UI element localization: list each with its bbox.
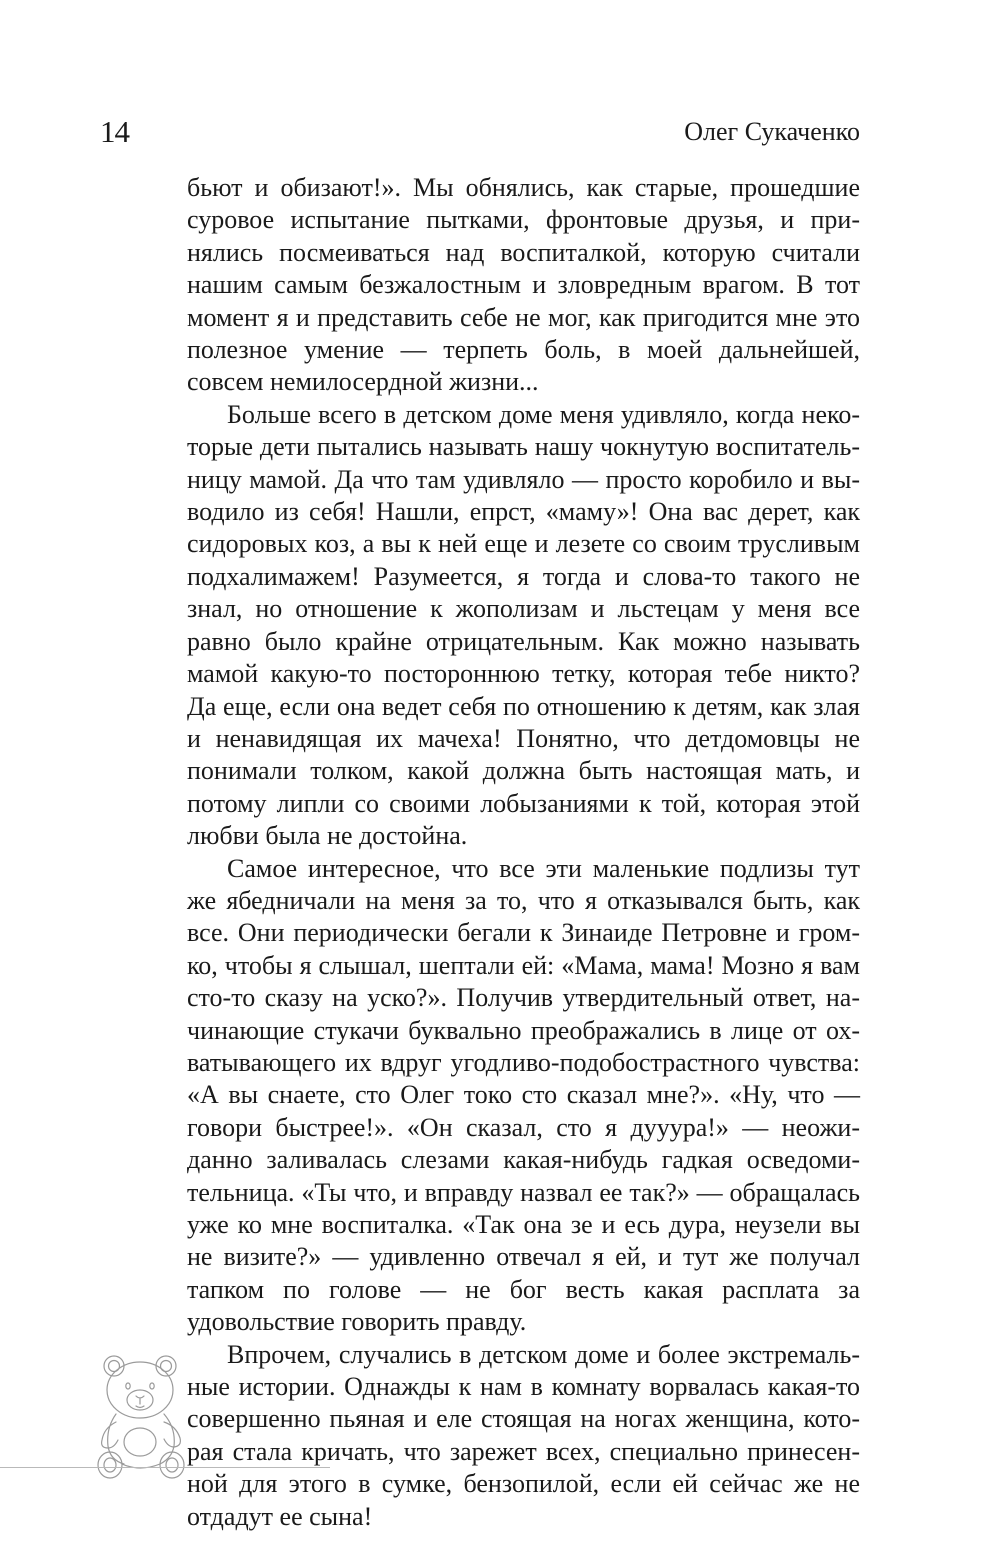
- paragraph-1: бьют и обизают!». Мы обнялись, как старые, прошедшие суровое испытание пытками, фронтовые друзья, и принялись посмеиваться над воспиталкой, которую считали нашим самым безжалостным и зловредным врагом. В тот момент я и представить себе не мог, как пригодится мне это полезное умение — терпеть боль, в моей дальнейшей, совсем немилосердной жизни...: [187, 173, 860, 397]
- running-head-author: Олег Сукаченко: [684, 117, 860, 146]
- body-text: [187, 172, 860, 1533]
- page-header: [100, 112, 860, 152]
- teddy-bear-illustration: [92, 1352, 202, 1482]
- paragraph-3: Самое интересное, что все эти маленькие подлизы тут же ябедничали на меня за то, что я отказывался быть, как все. Они периодически бегали к Зинаиде Петровне и громко, чтобы я слышал, шептали ей: «Мама, мама! Мозно я вам сто-то сказу на уско?». Получив утвердительный ответ, начинающие стукачи буквально преображались в лице от охватывающего их вдруг угодливо-подобострастного чувства: «А вы снаете, сто Олег токо сто сказал мне?». «Ну, что — говори быстрее!». «Он сказал, сто я дууура!» — неожиданно заливалась слезами какая-нибудь гадкая осведомительница. «Ты что, и вправду назвал ее так?» — обращалась уже ко мне воспиталка. «Так она зе и есь дура, неузели вы не визите?» — удивленно отвечал я ей, и тут же получал тапком по голове — не бог весть какая расплата за удовольствие говорить правду.: [187, 853, 860, 1337]
- paragraph-4: Впрочем, случались в детском доме и более экстремальные истории. Однажды к нам в комнату ворвалась какая-то совершенно пьяная и еле стоящая на ногах женщина, которая стала кричать, что зарежет всех, специально принесенной для этого в сумке, бензопилой, если ей сейчас же не отдадут ее сына!: [187, 1339, 860, 1531]
- footer-divider: [0, 1467, 330, 1468]
- page-number: 14: [100, 114, 129, 149]
- paragraph-2: Больше всего в детском доме меня удивляло, когда некоторые дети пытались называть нашу чокнутую воспитательницу мамой. Да что там удивляло — просто коробило и выводило из себя! Нашли, епрст, «маму»! Она вас дерет, как сидоровых коз, а вы к ней еще и лезете со своим трусливым подхалимажем! Разумеется, я тогда и слова-то такого не знал, но отношение к жополизам и льстецам у меня все равно было крайне отрицательным. Как можно называть мамой какую-то постороннюю тетку, которая тебе никто? Да еще, если она ведет себя по отношению к детям, как злая и ненавидящая их мачеха! Понятно, что детдомовцы не понимали толком, какой должна быть настоящая мать, и потому липли со своими лобызаниями к той, которая этой любви была не достойна.: [187, 399, 860, 851]
